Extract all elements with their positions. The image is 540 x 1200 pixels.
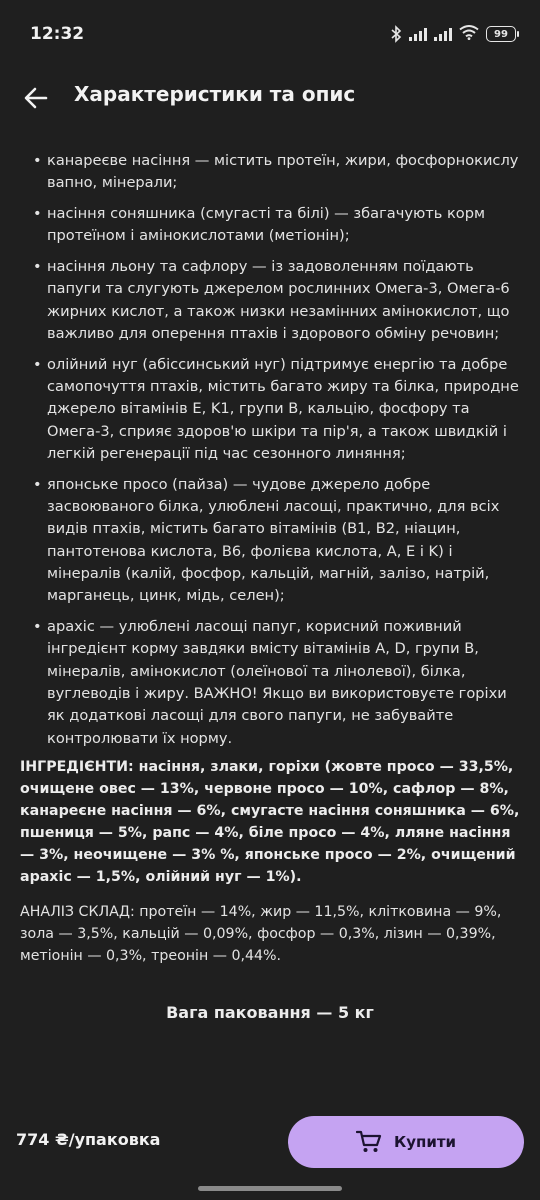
home-indicator[interactable] [198, 1186, 342, 1191]
description-content [0, 150, 540, 1050]
bottom-bar [0, 1110, 540, 1174]
list-item: • канареєве насіння — містить протеїн, жири, фосфорнокислу вапно, мінерали; [47, 150, 520, 195]
bluetooth-icon [391, 25, 402, 43]
header [0, 74, 540, 120]
package-weight: Вага паковання — 5 кг [166, 1003, 374, 1023]
list-item: • олійний нуг (абіссинський нуг) підтримує енергію та добре самопочуття птахів, містить багато жиру та білка, природне джерело вітамінів E, K1, групи B, кальцію, фосфору та Омега-3, сприяє здоров'ю шкіри та пір'я, а також швидкій і легкій регенерації під час сезонного линяння; [47, 354, 520, 465]
ingredient-list [0, 150, 540, 750]
list-item: • арахіс — улюблені ласощі папуг, корисний поживний інгредієнт корму завдяки вмісту вітамінів A, D, групи B, мінералів, амінокислот (олеїнової та лінолевої), білка, вуглеводів і жиру. ВАЖНО! Якщо ви використовуєте горіхи як додаткові ласощі для свого папуги, не забувайте контролювати їх норму. [47, 616, 520, 750]
status-icons [391, 24, 516, 44]
signal-icon [409, 27, 427, 41]
list-item: • насіння соняшника (смугасті та білі) — збагачують корм протеїном і амінокислотами (метіонін); [47, 203, 520, 248]
status-time: 12:32 [30, 24, 85, 44]
ingredients-text: ІНГРЕДІЄНТИ: насіння, злаки, горіхи (жовте просо — 33,5%, очищене овес — 13%, червоне просо — 10%, сафлор — 8%, канареєне насіння — 6%, смугасте насіння соняшника — 6%, пшениця — 5%, рапс — 4%, біле просо — 4%, лляне насіння — 3%, неочищене — 3% %, японське просо — 2%, очищений арахіс — 1,5%, олійний нуг — 1%). [20, 759, 520, 886]
cart-icon [356, 1130, 382, 1154]
signal-icon [434, 27, 452, 41]
price-label: 774 ₴/упаковка [16, 1130, 161, 1149]
battery-icon: 99 [486, 26, 516, 42]
arrow-left-icon[interactable] [22, 84, 50, 112]
list-item: • японське просо (пайза) — чудове джерело добре засвоюваного білка, улюблені ласощі, практично, для всіх видів птахів, містить багато вітамінів (B1, B2, ніацин, пантотенова кислота, B6, фолієва кислота, A, E і K) і мінералів (калій, фосфор, кальцій, магній, залізо, натрій, марганець, цинк, мідь, селен); [47, 474, 520, 608]
buy-button[interactable] [288, 1116, 524, 1168]
buy-button-label: Купити [393, 1133, 457, 1151]
wifi-icon [459, 24, 479, 44]
status-bar [0, 0, 540, 66]
list-item: • насіння льону та сафлору — із задоволенням поїдають папуги та слугують джерелом рослинних Омега-3, Омега-6 жирних кислот, а також низки незамінних амінокислот, що важливо для оперення птахів і здорового обміну речовин; [47, 256, 520, 345]
analysis-text: АНАЛІЗ СКЛАД: протеїн — 14%, жир — 11,5%, клітковина — 9%, зола — 3,5%, кальцій — 0,09%, фосфор — 0,3%, лізин — 0,39%, метіонін — 0,3%, треонін — 0,44%. [20, 904, 502, 965]
page-title: Характеристики та опис [74, 82, 356, 106]
